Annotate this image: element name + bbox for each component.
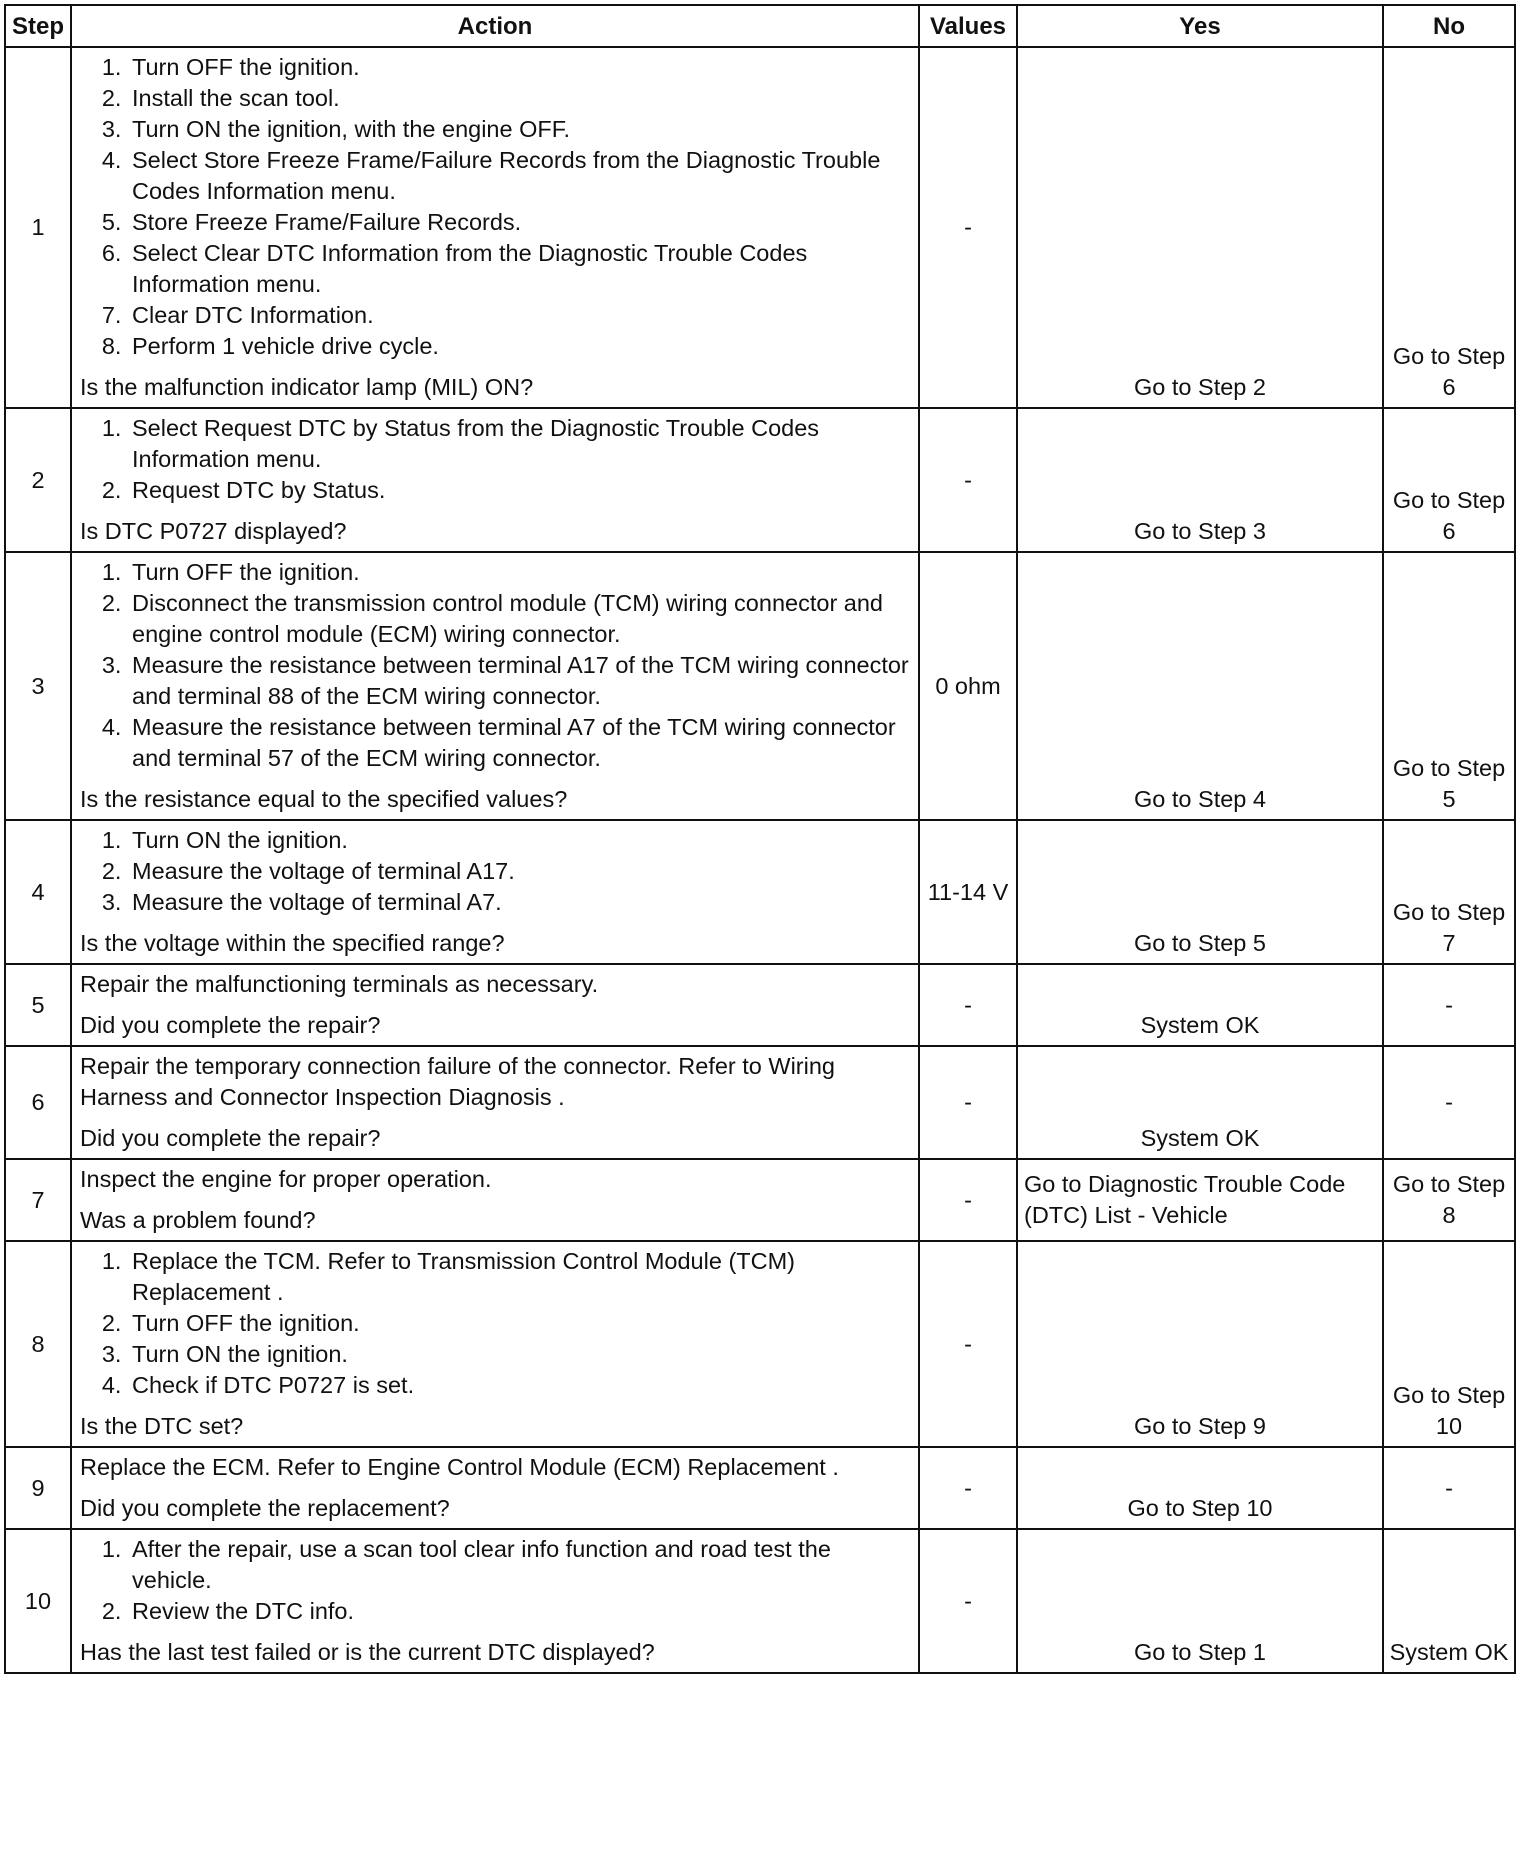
action-question: Is DTC P0727 displayed?: [80, 518, 347, 544]
action-step-item: 1. Turn OFF the ignition.: [128, 52, 910, 83]
no-cell: Go to Step 7: [1383, 820, 1515, 964]
action-step-item: 2. Request DTC by Status.: [128, 475, 910, 506]
values-cell: -: [919, 1159, 1017, 1241]
action-step-item: 4. Select Store Freeze Frame/Failure Records from the Diagnostic Trouble Codes Information menu.: [128, 145, 910, 207]
step-number: 1: [5, 47, 71, 408]
table-row: [5, 1529, 1515, 1673]
action-steps-list: [80, 1246, 910, 1401]
header-values: Values: [919, 5, 1017, 47]
action-text: Repair the malfunctioning terminals as necessary.: [80, 971, 599, 997]
values-cell: -: [919, 1447, 1017, 1529]
yes-cell: System OK: [1017, 1046, 1383, 1159]
action-step-item: 3. Turn ON the ignition.: [128, 1339, 910, 1370]
action-content: [72, 553, 918, 819]
values-cell: -: [919, 964, 1017, 1046]
action-question: Is the malfunction indicator lamp (MIL) ON?: [80, 374, 534, 400]
header-yes: Yes: [1017, 5, 1383, 47]
no-cell: -: [1383, 964, 1515, 1046]
action-question: Has the last test failed or is the current DTC displayed?: [80, 1639, 655, 1665]
values-cell: 11-14 V: [919, 820, 1017, 964]
yes-cell: System OK: [1017, 964, 1383, 1046]
action-step-item: 2. Disconnect the transmission control module (TCM) wiring connector and engine control module (ECM) wiring connector.: [128, 588, 910, 650]
action-steps-list: [80, 1534, 910, 1627]
action-cell: [71, 964, 919, 1046]
action-cell: [71, 47, 919, 408]
table-row: [5, 964, 1515, 1046]
action-content: [72, 1047, 918, 1158]
yes-cell: Go to Step 1: [1017, 1529, 1383, 1673]
table-row: [5, 47, 1515, 408]
action-question: Did you complete the repair?: [80, 1012, 381, 1038]
action-step-item: 2. Install the scan tool.: [128, 83, 910, 114]
action-content: [72, 48, 918, 407]
no-cell: Go to Step 8: [1383, 1159, 1515, 1241]
action-content: [72, 1530, 918, 1672]
action-step-item: 3. Measure the resistance between terminal A17 of the TCM wiring connector and terminal 88 of the ECM wiring connector.: [128, 650, 910, 712]
table-row: [5, 408, 1515, 552]
no-cell: Go to Step 10: [1383, 1241, 1515, 1447]
action-steps-list: [80, 413, 910, 506]
action-text: Repair the temporary connection failure of the connector. Refer to Wiring Harness and Connector Inspection Diagnosis .: [80, 1053, 835, 1110]
step-number: 6: [5, 1046, 71, 1159]
action-step-item: 2. Turn OFF the ignition.: [128, 1308, 910, 1339]
step-number: 4: [5, 820, 71, 964]
action-step-item: 2. Measure the voltage of terminal A17.: [128, 856, 910, 887]
header-step: Step: [5, 5, 71, 47]
table-row: [5, 1241, 1515, 1447]
action-content: [72, 965, 918, 1045]
yes-cell: Go to Diagnostic Trouble Code (DTC) List - Vehicle: [1017, 1159, 1383, 1241]
yes-cell: Go to Step 10: [1017, 1447, 1383, 1529]
action-cell: [71, 1447, 919, 1529]
action-cell: [71, 820, 919, 964]
action-content: [72, 1242, 918, 1446]
action-question: Is the voltage within the specified range?: [80, 930, 505, 956]
header-action: Action: [71, 5, 919, 47]
table-row: [5, 1447, 1515, 1529]
values-cell: -: [919, 1529, 1017, 1673]
action-question: Did you complete the repair?: [80, 1125, 381, 1151]
step-number: 3: [5, 552, 71, 820]
action-question: Is the DTC set?: [80, 1413, 244, 1439]
step-number: 5: [5, 964, 71, 1046]
action-cell: [71, 1159, 919, 1241]
table-row: [5, 1159, 1515, 1241]
step-number: 9: [5, 1447, 71, 1529]
action-step-item: 2. Review the DTC info.: [128, 1596, 910, 1627]
yes-cell: Go to Step 3: [1017, 408, 1383, 552]
no-cell: Go to Step 5: [1383, 552, 1515, 820]
action-step-item: 4. Check if DTC P0727 is set.: [128, 1370, 910, 1401]
action-cell: [71, 552, 919, 820]
table-row: [5, 820, 1515, 964]
action-step-item: 6. Select Clear DTC Information from the Diagnostic Trouble Codes Information menu.: [128, 238, 910, 300]
yes-cell: Go to Step 4: [1017, 552, 1383, 820]
values-cell: -: [919, 1046, 1017, 1159]
step-number: 8: [5, 1241, 71, 1447]
action-question: Is the resistance equal to the specified values?: [80, 786, 568, 812]
yes-cell: Go to Step 9: [1017, 1241, 1383, 1447]
no-cell: Go to Step 6: [1383, 47, 1515, 408]
yes-cell: Go to Step 2: [1017, 47, 1383, 408]
action-question: Was a problem found?: [80, 1207, 316, 1233]
action-text: Inspect the engine for proper operation.: [80, 1166, 492, 1192]
action-cell: [71, 408, 919, 552]
action-step-item: 1. After the repair, use a scan tool clear info function and road test the vehicle.: [128, 1534, 910, 1596]
no-cell: System OK: [1383, 1529, 1515, 1673]
action-step-item: 1. Turn ON the ignition.: [128, 825, 910, 856]
action-steps-list: [80, 52, 910, 362]
action-step-item: 7. Clear DTC Information.: [128, 300, 910, 331]
yes-cell: Go to Step 5: [1017, 820, 1383, 964]
action-content: [72, 409, 918, 551]
no-cell: Go to Step 6: [1383, 408, 1515, 552]
action-step-item: 1. Select Request DTC by Status from the Diagnostic Trouble Codes Information menu.: [128, 413, 910, 475]
table-row: [5, 1046, 1515, 1159]
action-step-item: 3. Turn ON the ignition, with the engine OFF.: [128, 114, 910, 145]
action-step-item: 8. Perform 1 vehicle drive cycle.: [128, 331, 910, 362]
action-step-item: 5. Store Freeze Frame/Failure Records.: [128, 207, 910, 238]
action-step-item: 1. Turn OFF the ignition.: [128, 557, 910, 588]
action-cell: [71, 1241, 919, 1447]
header-no: No: [1383, 5, 1515, 47]
diagnostic-table-container: [4, 4, 1514, 1674]
no-cell: -: [1383, 1046, 1515, 1159]
action-text: Replace the ECM. Refer to Engine Control Module (ECM) Replacement .: [80, 1454, 839, 1480]
values-cell: -: [919, 408, 1017, 552]
step-number: 2: [5, 408, 71, 552]
action-content: [72, 1160, 918, 1240]
no-cell: -: [1383, 1447, 1515, 1529]
action-cell: [71, 1046, 919, 1159]
action-steps-list: [80, 825, 910, 918]
diagnostic-table: [4, 4, 1516, 1674]
action-cell: [71, 1529, 919, 1673]
action-step-item: 3. Measure the voltage of terminal A7.: [128, 887, 910, 918]
header-row: [5, 5, 1515, 47]
step-number: 10: [5, 1529, 71, 1673]
action-step-item: 4. Measure the resistance between terminal A7 of the TCM wiring connector and terminal 57 of the ECM wiring connector.: [128, 712, 910, 774]
action-steps-list: [80, 557, 910, 774]
values-cell: -: [919, 47, 1017, 408]
action-question: Did you complete the replacement?: [80, 1495, 450, 1521]
action-step-item: 1. Replace the TCM. Refer to Transmission Control Module (TCM) Replacement .: [128, 1246, 910, 1308]
action-content: [72, 821, 918, 963]
table-row: [5, 552, 1515, 820]
values-cell: -: [919, 1241, 1017, 1447]
step-number: 7: [5, 1159, 71, 1241]
values-cell: 0 ohm: [919, 552, 1017, 820]
action-content: [72, 1448, 918, 1528]
